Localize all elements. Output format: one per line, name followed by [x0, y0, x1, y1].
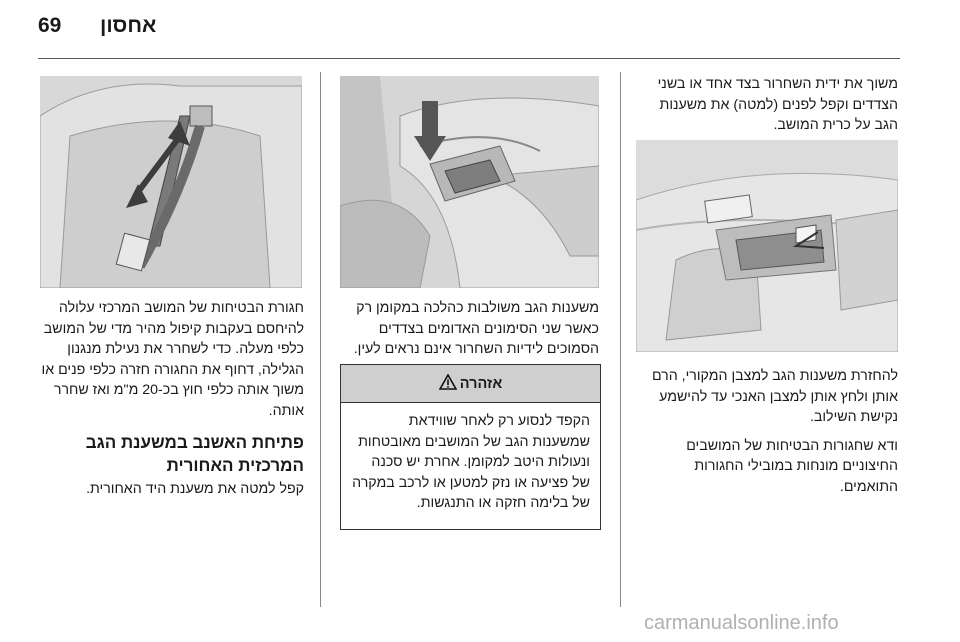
hatch-subheading: פתיחת האשנב במשענת הגב המרכזית האחורית [85, 433, 304, 475]
belt-guide-text: ודא שחגורות הבטיחות של המושבים החיצוניים מונחות במובילי החגורות התואמים. [686, 437, 898, 495]
warning-triangle-icon [439, 374, 457, 394]
warning-header [341, 365, 600, 403]
figure-seat-belt [40, 76, 302, 288]
column-divider-right [620, 72, 621, 607]
watermark: carmanualsonline.info [644, 612, 839, 634]
warning-title: אזהרה [459, 375, 503, 392]
warning-box [340, 364, 601, 530]
left-column-body [40, 298, 304, 500]
figure-release-handle [636, 140, 898, 352]
section-title: אחסון [100, 14, 157, 37]
warning-body: הקפד לנסוע רק לאחר שווידאת שמשענות הגב של המושבים מאובטחות ונעולות היטב למקומן. אחרת יש סכנה של פציעה או נזק למטען או לרכב במקרה של בלימה חזקה או התנגשות. [352, 413, 590, 511]
column-divider-left [320, 72, 321, 607]
intro-text: משוך את ידית השחרור בצד אחד או בשני הצדדים וקפל לפנים (למטה) את משענות הגב על כרית המושב. [657, 76, 898, 133]
restore-text: להחזרת משענות הגב למצבן המקורי, הרם אותן ולחץ אותן למצבן האנכי עד להישמע נקישת השילוב. [651, 368, 898, 425]
armrest-text: קפל למטה את משענת היד האחורית. [86, 481, 304, 497]
page-number: 69 [38, 14, 62, 37]
right-column-intro [636, 74, 898, 136]
belt-lock-text: חגורת הבטיחות של המושב המרכזי עלולה להיחסם בעקבות קיפול מהיר מדי של המושב כלפי מעלה. כדי לשחרר את נעילת מנגנון הגלילה, דחוף את החגורה חזרה כלפי פנים או משוך אותה כלפי חוץ בכ-20 מ"מ ואז שחרר אותה. [41, 300, 304, 419]
header-rule [38, 58, 900, 59]
figure-red-marking [340, 76, 599, 288]
right-column-body [636, 366, 898, 497]
middle-column-body [340, 298, 599, 360]
marking-text: משענות הגב משולבות כהלכה במקומן רק כאשר שני הסימונים האדומים בצדדים הסמוכים לידיות השחרור אינם נראים לעין. [353, 300, 599, 357]
